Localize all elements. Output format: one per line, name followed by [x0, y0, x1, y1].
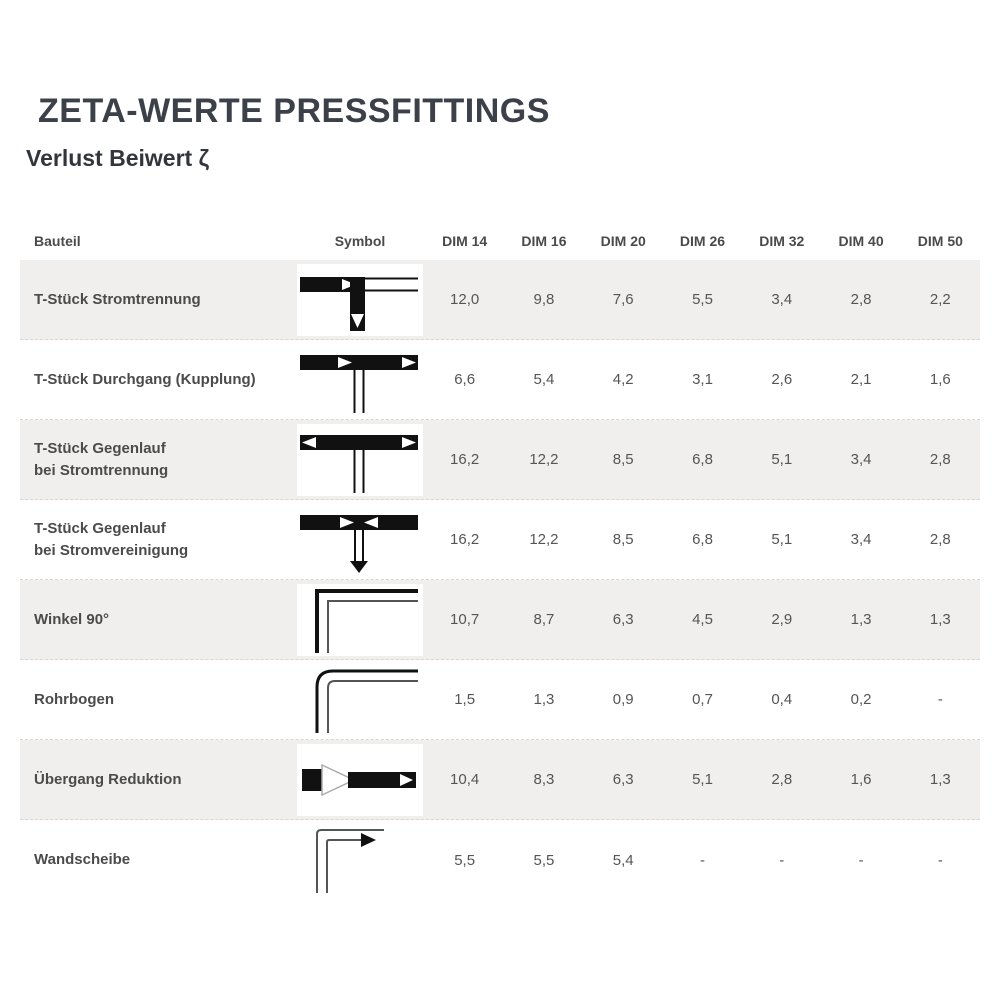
dim-value: 1,3 [929, 611, 951, 628]
reducer-icon [297, 744, 423, 816]
tee-straight-through-icon [297, 344, 423, 416]
dim-value: 0,7 [692, 691, 713, 708]
table-row [20, 580, 980, 660]
dim-value: 6,6 [454, 371, 476, 388]
component-label-line1: Winkel 90° [34, 610, 110, 628]
dim-value: 5,1 [771, 451, 793, 468]
symbol-cell [295, 344, 425, 416]
dim-value: 5,4 [533, 371, 555, 388]
dim-value: 1,3 [929, 771, 951, 788]
dim-value: 6,8 [692, 451, 713, 468]
dim-value: 10,7 [450, 611, 480, 628]
table-row [20, 260, 980, 340]
dim-value: 3,1 [692, 371, 713, 388]
dim-value: 1,3 [533, 691, 555, 708]
dim-value: - [937, 691, 943, 708]
dim-value: - [937, 851, 943, 869]
tee-counterflow-separation-icon [297, 424, 423, 496]
dim-value: 5,5 [533, 851, 555, 869]
component-label-line2: bei Stromtrennung [34, 461, 169, 479]
component-label-line2: bei Stromvereinigung [34, 541, 189, 559]
component-label [20, 849, 295, 871]
dim-value: 2,8 [771, 771, 793, 788]
dim-value: 5,5 [692, 291, 713, 308]
dim-value: 3,4 [850, 451, 872, 468]
dim-value: 5,4 [612, 851, 634, 869]
dim-value: 0,2 [850, 691, 872, 708]
table-header-row [20, 222, 980, 260]
table-row [20, 420, 980, 500]
table-row [20, 740, 980, 820]
component-label [20, 438, 295, 482]
component-label-line1: T-Stück Stromtrennung [34, 290, 201, 308]
column-header-dim16: DIM 16 [521, 233, 567, 249]
dim-value: 9,8 [533, 291, 555, 308]
dim-value: - [699, 851, 705, 869]
dim-value: - [858, 851, 864, 869]
dim-value: 2,6 [771, 371, 793, 388]
component-label [20, 609, 295, 631]
component-label [20, 289, 295, 311]
dim-value: 4,5 [692, 611, 713, 628]
dim-value: 10,4 [450, 771, 480, 788]
component-label [20, 369, 295, 391]
dim-value: 16,2 [450, 451, 480, 468]
symbol-cell [295, 264, 425, 336]
dim-value: 2,8 [929, 451, 951, 468]
component-label [20, 769, 295, 791]
table-row [20, 500, 980, 580]
component-label-line1: Übergang Reduktion [34, 770, 182, 788]
dim-value: 8,5 [612, 531, 634, 548]
dim-value: 16,2 [450, 531, 480, 548]
dim-value: 5,1 [771, 531, 793, 548]
symbol-cell [295, 424, 425, 496]
symbol-cell [295, 584, 425, 656]
component-label-line1: Wandscheibe [34, 851, 131, 869]
column-header-dim40: DIM 40 [838, 233, 884, 249]
column-header-dim50: DIM 50 [917, 233, 963, 249]
component-label-line1: T-Stück Gegenlauf [34, 439, 166, 457]
table-row [20, 340, 980, 420]
dim-value: 2,2 [929, 291, 951, 308]
dim-value: 3,4 [771, 291, 793, 308]
tee-flow-separation-icon [297, 264, 423, 336]
dim-value: 6,3 [612, 611, 634, 628]
dim-value: 1,6 [850, 771, 872, 788]
pipe-bend-icon [297, 664, 423, 736]
wall-plate-elbow-icon [297, 824, 423, 896]
component-label-line1: T-Stück Gegenlauf [34, 519, 166, 537]
component-label [20, 689, 295, 711]
dim-value: 8,5 [612, 451, 634, 468]
dim-value: - [779, 851, 785, 869]
dim-value: 0,9 [612, 691, 634, 708]
dim-value: 3,4 [850, 531, 872, 548]
dim-value: 0,4 [771, 691, 793, 708]
dim-value: 5,1 [692, 771, 713, 788]
table-row [20, 660, 980, 740]
dim-value: 2,8 [850, 291, 872, 308]
dim-value: 1,6 [929, 371, 951, 388]
elbow-90-icon [297, 584, 423, 656]
column-header-dim14: DIM 14 [442, 233, 488, 249]
symbol-cell [295, 504, 425, 576]
column-header-dim26: DIM 26 [679, 233, 726, 249]
component-label-line1: Rohrbogen [34, 690, 114, 708]
dim-value: 8,3 [533, 771, 555, 788]
dim-value: 12,2 [529, 451, 559, 468]
tee-counterflow-union-icon [297, 504, 423, 576]
dim-value: 4,2 [612, 371, 634, 388]
dim-value: 6,3 [612, 771, 634, 788]
column-header-dim20: DIM 20 [600, 233, 646, 249]
dim-value: 12,2 [529, 531, 559, 548]
table-row [20, 820, 980, 900]
column-header-component: Bauteil [34, 233, 81, 249]
symbol-cell [295, 824, 425, 896]
component-label-line1: T-Stück Durchgang (Kupplung) [34, 370, 256, 388]
column-header-symbol: Symbol [334, 233, 386, 249]
dim-value: 8,7 [533, 611, 555, 628]
dim-value: 2,1 [850, 371, 872, 388]
dim-value: 6,8 [692, 531, 713, 548]
dim-value: 7,6 [612, 291, 634, 308]
dim-value: 1,5 [454, 691, 476, 708]
component-label [20, 518, 295, 562]
dim-value: 2,8 [929, 531, 951, 548]
dim-value: 1,3 [850, 611, 872, 628]
symbol-cell [295, 744, 425, 816]
column-header-dim32: DIM 32 [759, 233, 805, 249]
table-body [20, 260, 980, 900]
zeta-values-table [20, 222, 980, 900]
symbol-cell [295, 664, 425, 736]
page-subtitle: Verlust Beiwert ζ [26, 145, 210, 171]
dim-value: 2,9 [771, 611, 793, 628]
page-title: ZETA-WERTE PRESSFITTINGS [38, 92, 550, 130]
dim-value: 5,5 [454, 851, 476, 869]
dim-value: 12,0 [450, 291, 480, 308]
